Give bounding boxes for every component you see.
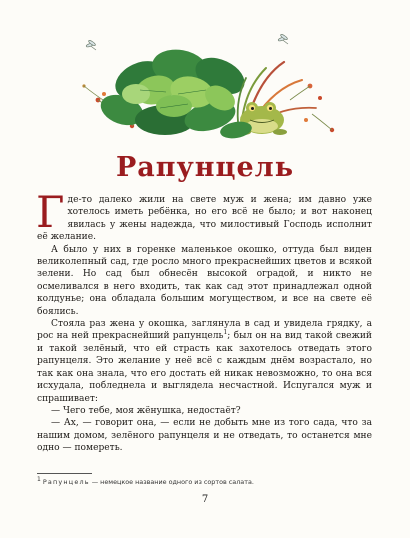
footnote-text: — немецкое название одного из сортов салата. <box>89 478 254 486</box>
paragraph <box>37 318 372 405</box>
paragraph-text: — Чего тебе, моя жёнушка, недостаёт? <box>51 405 241 416</box>
paragraph <box>36 188 372 244</box>
paragraph <box>37 417 372 454</box>
paragraph-text: — Ах, — говорит она, — если не добыть мне из того сада, что за нашим домом, зелёного рапунцеля и не отведать, то останется мне одно — помереть. <box>37 418 372 454</box>
dragonfly-icon <box>278 34 288 44</box>
dragonfly-icon <box>86 40 96 50</box>
illustration-rapunzel-plants-frog <box>70 28 345 146</box>
paragraph-text: де-то далеко жили на свете муж и жена; им давно уже хотелось иметь ребёнка, но его всё не было; и вот наконец явилась у жены надежда, что милостивый Господь исполнит её желание. <box>37 195 372 243</box>
paragraph <box>37 244 372 318</box>
footnote-reference[interactable]: 1 <box>223 329 228 337</box>
page-number: 7 <box>201 494 209 505</box>
footnote <box>37 475 372 487</box>
rapunzel-leaves <box>97 45 251 136</box>
paragraph <box>37 405 372 417</box>
plants-frog-illustration <box>70 28 345 146</box>
drop-cap: Г <box>36 188 65 238</box>
paragraph-text: Стояла раз жена у окошка, заглянула в сад и увидела грядку, а рос на ней прекраснейший рапунцель <box>37 319 372 342</box>
paragraph-text: ; был он на вид такой свежий и такой зелёный, что ей страсть как захотелось отведать этого рапунцеля. Это желание у неё всё с каждым днём возрастало, но так как она знала, что его достать ей никак невозможно, то она вся исхудала, побледнела и выглядела несчастной. Испугался муж и спрашивает: <box>37 331 372 404</box>
story-title: Рапунцель <box>115 152 295 183</box>
footnote-marker: 1 <box>37 475 41 483</box>
paragraph-text: А было у них в горенке маленькое окошко, оттуда был виден великолепный сад, где росло много прекраснейших цветов и всякой зелени. Но сад был обнесён высокой оградой, и никто не осмеливался в него входить, так как сад этот принадлежал одной колдунье; она обладала большим могуществом, и все на свете её боялись. <box>37 244 372 317</box>
story-text <box>36 188 372 455</box>
footnote-term: Рапунцель <box>42 478 90 486</box>
footnote-divider <box>37 473 92 474</box>
